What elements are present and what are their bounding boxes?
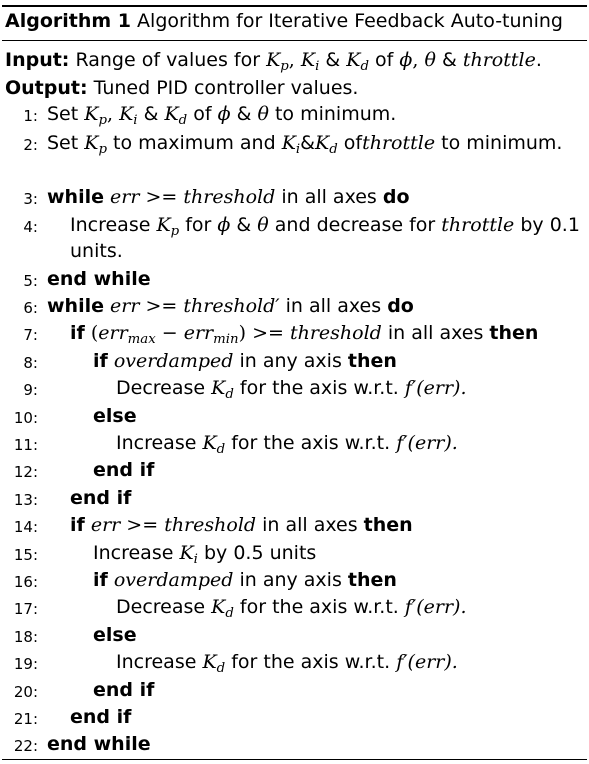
algo-line-12: end if <box>93 459 155 481</box>
line-number: 16: <box>13 573 38 591</box>
algorithm-title: Algorithm for Iterative Feedback Auto-tuning <box>137 10 563 32</box>
algo-line-5: end while <box>47 268 151 290</box>
algo-line-17: Decrease $K_d$ for the axis w.r.t. f′(err). <box>116 596 467 621</box>
algo-line-7: if (err$_{max}$ − err$_{min}$) >= threshold in all axes then <box>70 322 539 347</box>
kp-symbol: $K_p$ <box>266 49 289 74</box>
output-line <box>5 77 358 99</box>
theta-symbol: θ <box>424 49 436 71</box>
line-number: 2: <box>23 136 38 154</box>
period: . <box>535 49 542 71</box>
algo-line-10: else <box>93 405 137 427</box>
amp: & <box>325 49 341 71</box>
algo-line-1: Set $K_p$, $K_i$ & $K_d$ of ϕ & θ to minimum. <box>47 103 397 128</box>
algo-line-16: if overdamped in any axis then <box>93 569 397 591</box>
line-number: 3: <box>23 190 38 208</box>
line-number: 6: <box>23 299 38 317</box>
output-label: Output: <box>5 77 88 99</box>
bottom-rule <box>2 759 587 760</box>
line-number: 15: <box>13 546 38 564</box>
algo-line-14: if err >= threshold in all axes then <box>70 514 413 536</box>
algo-line-8: if overdamped in any axis then <box>93 350 397 372</box>
line-number: 20: <box>13 683 38 701</box>
line-number: 7: <box>23 326 38 344</box>
top-rule <box>2 5 587 7</box>
algo-line-6: while err >= threshold′ in all axes do <box>47 295 414 317</box>
algorithm-caption <box>5 10 563 32</box>
line-number: 11: <box>13 436 38 454</box>
line-number: 10: <box>13 409 38 427</box>
line-number: 21: <box>13 710 38 728</box>
line-number: 5: <box>23 272 38 290</box>
line-number: 1: <box>23 107 38 125</box>
algorithm-block <box>2 2 587 760</box>
algo-line-20: end if <box>93 679 155 701</box>
output-text: Tuned PID controller values. <box>93 77 359 99</box>
amp: & <box>441 49 457 71</box>
algo-line-22: end while <box>47 733 151 755</box>
line-number: 18: <box>13 628 38 646</box>
line-number: 14: <box>13 518 38 536</box>
input-label: Input: <box>5 49 70 71</box>
algo-line-19: Increase $K_d$ for the axis w.r.t. f′(err). <box>116 651 458 676</box>
algo-line-3: while err >= threshold in all axes do <box>47 186 410 208</box>
algo-line-18: else <box>93 624 137 646</box>
ki-symbol: $K_i$ <box>300 49 320 74</box>
line-number: 9: <box>23 381 38 399</box>
caption-rule <box>2 40 587 41</box>
throttle-symbol: throttle <box>462 49 536 71</box>
line-number: 17: <box>13 600 38 618</box>
algorithm-number: Algorithm 1 <box>5 10 131 32</box>
algo-line-4: Increase $K_p$ for ϕ & θ and decrease for throttle by 0.1 <box>70 214 580 239</box>
algo-line-21: end if <box>70 706 132 728</box>
line-number: 4: <box>23 218 38 236</box>
kd-symbol: $K_d$ <box>346 49 369 74</box>
algo-line-4-cont: units. <box>70 240 123 262</box>
line-number: 12: <box>13 463 38 481</box>
algo-line-11: Increase $K_d$ for the axis w.r.t. f′(err). <box>116 432 458 457</box>
algo-line-2: Set $K_p$ to maximum and $K_i\&K_d$ ofthrottle to minimum. <box>47 132 563 157</box>
line-number: 8: <box>23 354 38 372</box>
line-number: 13: <box>13 491 38 509</box>
line-number: 22: <box>13 737 38 755</box>
of-text: of <box>375 49 394 71</box>
input-text: Range of values for <box>75 49 261 71</box>
algo-line-13: end if <box>70 487 132 509</box>
algo-line-15: Increase $K_i$ by 0.5 units <box>93 542 317 567</box>
input-line: Input: Range of values for $K_p$, $K_i$ & $K_d$ of ϕ, θ & throttle. <box>5 49 542 74</box>
line-number: 19: <box>13 655 38 673</box>
phi-symbol: ϕ <box>399 49 413 71</box>
algo-line-9: Decrease $K_d$ for the axis w.r.t. f′(err). <box>116 377 467 402</box>
